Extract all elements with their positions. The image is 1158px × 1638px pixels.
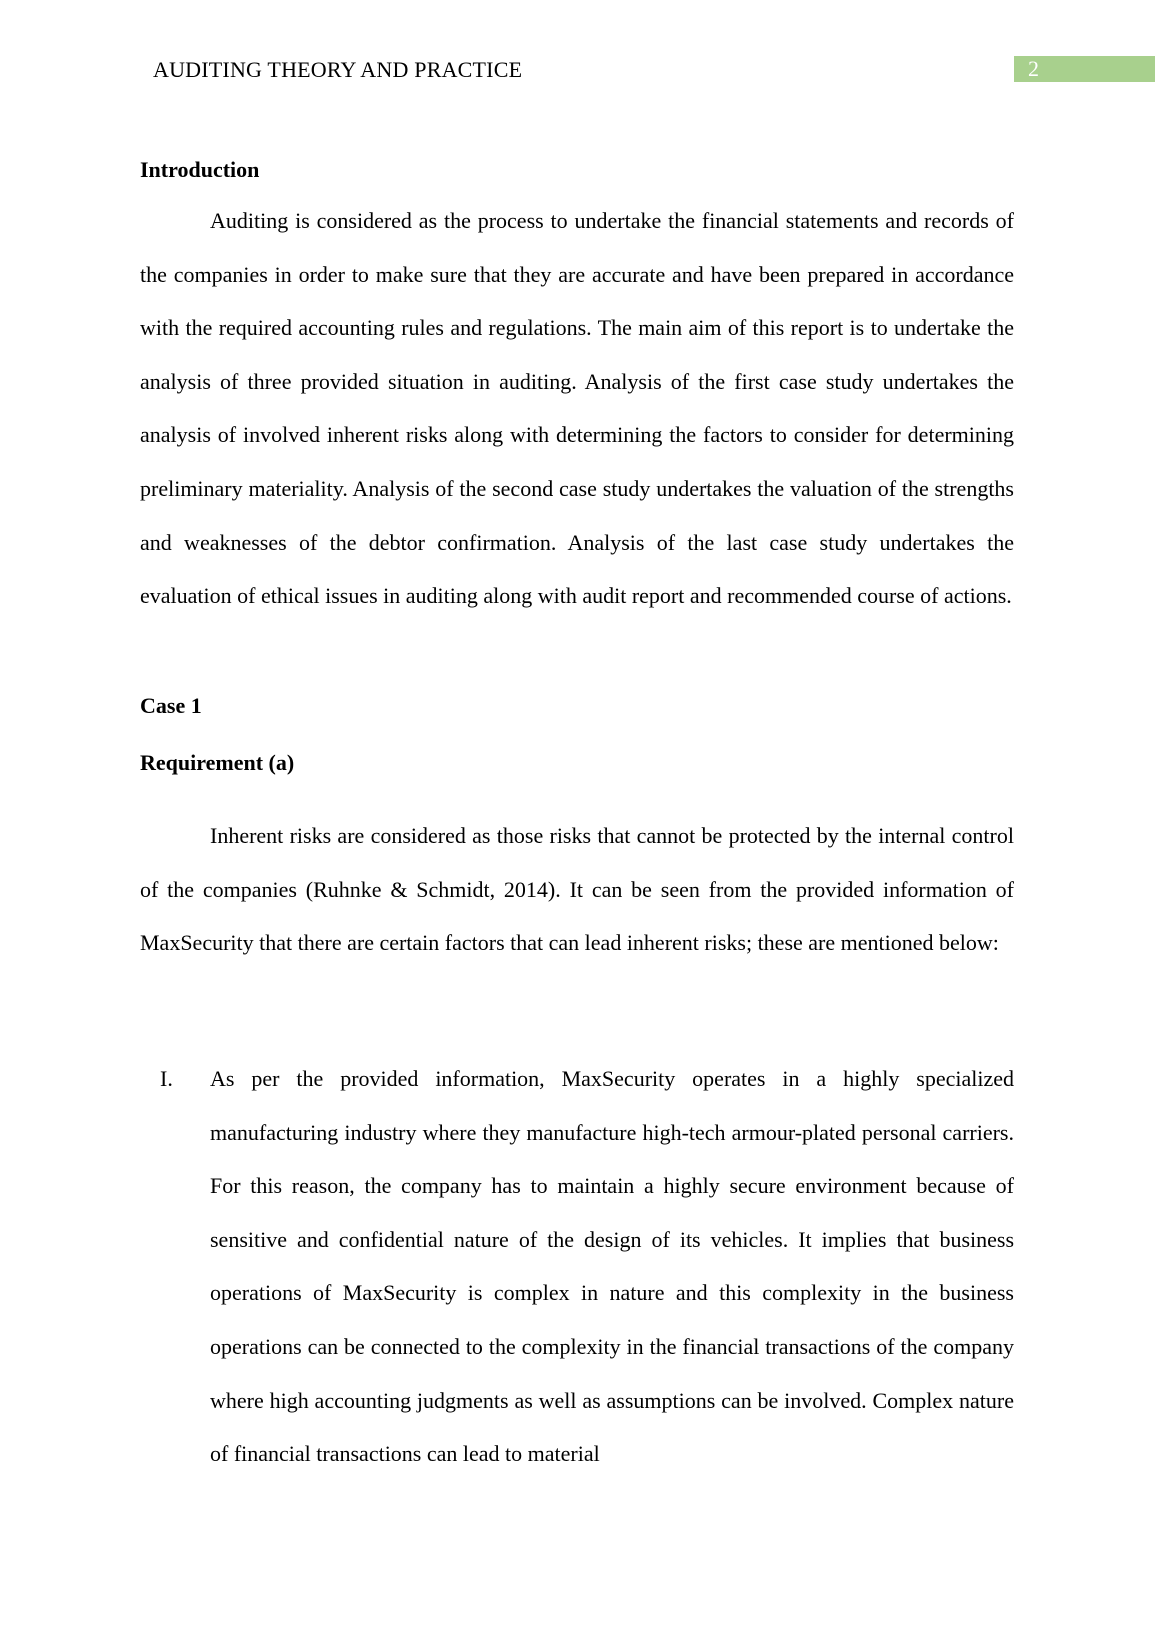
case-1-paragraph: Inherent risks are considered as those risks that cannot be protected by the internal control of the companies (Ruhnke & Schmidt, 2014). It can be seen from the provided information of MaxSecurity that there are certain factors that can lead inherent risks; these are mentioned below:	[140, 823, 1014, 956]
page-number: 2	[1014, 56, 1155, 82]
requirement-a-heading: Requirement (a)	[140, 750, 295, 775]
running-header-title: AUDITING THEORY AND PRACTICE	[153, 57, 523, 82]
introduction-paragraph: Auditing is considered as the process to undertake the financial statements and records of the companies in order to make sure that they are accurate and have been prepared in accordance with the required accounting rules and regulations. The main aim of this report is to undertake the analysis of three provided situation in auditing. Analysis of the first case study undertakes the analysis of involved inherent risks along with determining the factors to consider for determining preliminary materiality. Analysis of the second case study undertakes the valuation of the strengths and weaknesses of the debtor confirmation. Analysis of the last case study undertakes the evaluation of ethical issues in auditing along with audit report and recommended course of actions.	[140, 208, 1014, 609]
case-1-heading: Case 1	[140, 693, 202, 718]
list-item-text: As per the provided information, MaxSecurity operates in a highly specialized manufacturing industry where they manufacture high-tech armour-plated personal carriers. For this reason, the company has to maintain a highly secure environment because of sensitive and confidential nature of the design of its vehicles. It implies that business operations of MaxSecurity is complex in nature and this complexity in the business operations can be connected to the complexity in the financial transactions of the company where high accounting judgments as well as assumptions can be involved. Complex nature of financial transactions can lead to material	[210, 1066, 1014, 1467]
list-item-marker: I.	[160, 1066, 173, 1091]
list-item	[140, 1052, 1014, 1481]
introduction-heading: Introduction	[140, 157, 260, 182]
